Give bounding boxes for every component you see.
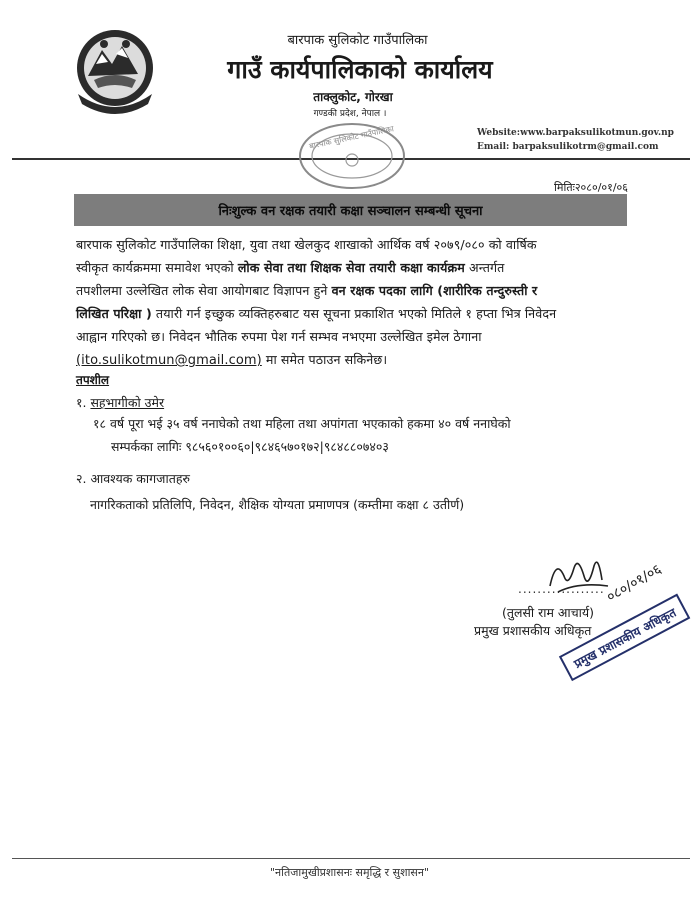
age-requirement: १८ वर्ष पूरा भई ३५ वर्ष ननाघेको तथा महिला तथा अपांगता भएकाको हकमा ४० वर्ष ननाघेको [93, 416, 511, 431]
body-line-6 [76, 351, 636, 368]
email-line [477, 142, 687, 152]
body-line-1: बारपाक सुलिकोट गाउँपालिका शिक्षा, युवा तथा खेलकुद शाखाको आर्थिक वर्ष २०७९/०८० को वार्षिक [76, 237, 537, 252]
email-label: Email: [477, 142, 510, 152]
details-heading: तपशील [76, 373, 110, 387]
exam-type: लिखित परिक्षा ) [76, 306, 152, 321]
program-name: लोक सेवा तथा शिक्षक सेवा तयारी कक्षा कार्यक्रम [237, 260, 465, 275]
section-1-heading [76, 394, 164, 411]
contact-numbers: सम्पर्कका लागिः ९८५६०१००६०|९८४६५७०१७२|९८४८८०७४०३ [111, 439, 389, 454]
body-line-4 [76, 305, 636, 322]
office-title: गाउँ कार्यपालिकाको कार्यालय [227, 55, 493, 84]
body-text: स्वीकृत कार्यक्रममा समावेश भएको [76, 260, 238, 275]
section-1-number: १. [76, 395, 91, 410]
email-address[interactable]: barpaksulikotrm@gmail.com [512, 142, 659, 152]
office-seal [290, 110, 415, 192]
website-label: Website: [477, 128, 521, 138]
stamp-text: प्रमुख प्रशासकीय अधिकृत [571, 605, 679, 672]
section-2-heading: २. आवश्यक कागजातहरु [76, 471, 190, 486]
signer-title: प्रमुख प्रशासकीय अधिकृत [474, 623, 592, 638]
handwritten-date: ०८०/०१/०६ [604, 561, 665, 606]
footer-motto: "नतिजामुखीप्रशासनः समृद्धि र सुशासन" [269, 866, 430, 879]
footer-divider [12, 858, 690, 859]
website-line [477, 128, 677, 138]
signature-line: .................. [518, 582, 605, 596]
official-stamp [556, 580, 696, 690]
body-line-2 [76, 259, 636, 276]
nepal-emblem-logo [72, 24, 158, 116]
application-email-link[interactable]: (ito.sulikotmun@gmail.com) [76, 353, 262, 368]
body-text: मा समेत पठाउन सकिनेछ। [261, 352, 388, 367]
body-line-3 [76, 282, 636, 299]
body-text: तपशीलमा उल्लेखित लोक सेवा आयोगबाट विज्ञापन हुने [76, 283, 332, 298]
body-text: अन्तर्गत [464, 260, 505, 275]
post-name: वन रक्षक पदका लागि (शारीरिक तन्दुरुस्ती र [331, 283, 538, 298]
section-1-title: सहभागीको उमेर [90, 395, 165, 410]
required-documents: नागरिकताको प्रतिलिपि, निवेदन, शैक्षिक योग्यता प्रमाणपत्र (कम्तीमा कक्षा ८ उतीर्ण) [90, 497, 465, 512]
municipality-name: बारपाक सुलिकोट गाउँपालिका [287, 33, 428, 48]
signer-name: (तुलसी राम आचार्य) [502, 605, 595, 620]
website-url[interactable]: www.barpaksulikotmun.gov.np [520, 128, 674, 138]
office-address: ताक्लुकोट, गोरखा [313, 90, 393, 104]
seal-text: बारपाक सुलिकोट गाउँपालिका [308, 124, 395, 151]
body-text: तयारी गर्न इच्छुक व्यक्तिहरुबाट यस सूचना प्रकाशित भएको मितिले १ हप्ता भित्र निवेदन [151, 306, 557, 321]
notice-subject: निःशुल्क वन रक्षक तयारी कक्षा सञ्चालन सम्बन्धी सूचना [218, 204, 483, 219]
province-line: गण्डकी प्रदेश, नेपाल । [313, 109, 387, 119]
notice-date: मितिः२०८०/०१/०६ [554, 181, 628, 194]
body-line-5: आह्वान गरिएको छ। निवेदन भौतिक रुपमा पेश गर्न सम्भव नभएमा उल्लेखित इमेल ठेगाना [76, 329, 482, 344]
